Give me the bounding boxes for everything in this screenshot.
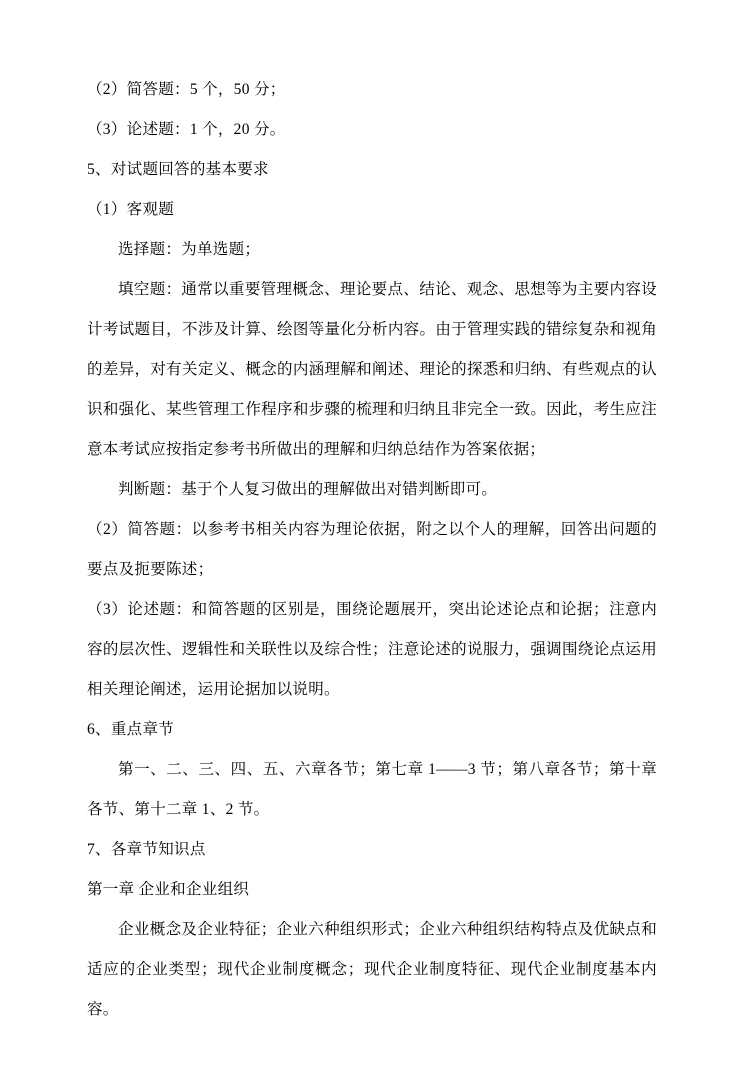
list-item-essay-questions: （3）论述题：1 个，20 分。 <box>87 121 286 138</box>
para-key-chapters: 第一、二、三、四、五、六章各节；第七章 1——3 节；第八章各节；第十章各节、第十二章 1、2 节。 <box>87 761 657 818</box>
para-brief-answer-requirements: （2）简答题：以参考书相关内容为理论依据，附之以个人的理解，回答出问题的要点及扼要陈述； <box>87 521 657 578</box>
heading-section-6: 6、重点章节 <box>87 721 175 738</box>
heading-section-5: 5、对试题回答的基本要求 <box>87 161 269 178</box>
heading-chapter-1: 第一章 企业和企业组织 <box>87 881 250 898</box>
para-fill-blank-questions: 填空题：通常以重要管理概念、理论要点、结论、观念、思想等为主要内容设计考试题目，不涉及计算、绘图等量化分析内容。由于管理实践的错综复杂和视角的差异，对有关定义、概念的内涵理解和阐述、理论的探悉和归纳、有些观点的认识和强化、某些管理工作程序和步骤的梳理和归纳且非完全一致。因此，考生应注意本考试应按指定参考书所做出的理解和归纳总结作为答案依据； <box>87 281 657 458</box>
heading-section-7: 7、各章节知识点 <box>87 841 206 858</box>
list-item-brief-questions: （2）简答题：5 个，50 分； <box>87 81 286 98</box>
para-chapter-1-points: 企业概念及企业特征；企业六种组织形式；企业六种组织结构特点及优缺点和适应的企业类型；现代企业制度概念；现代企业制度特征、现代企业制度基本内容。 <box>87 921 657 1018</box>
para-essay-requirements: （3）论述题：和简答题的区别是，围绕论题展开，突出论述论点和论据；注意内容的层次性、逻辑性和关联性以及综合性；注意论述的说服力，强调围绕论点运用相关理论阐述，运用论据加以说明。 <box>87 601 657 698</box>
subheading-objective-questions: （1）客观题 <box>87 201 175 218</box>
para-choice-questions: 选择题：为单选题； <box>118 241 261 258</box>
para-judgment-questions: 判断题：基于个人复习做出的理解做出对错判断即可。 <box>118 481 498 498</box>
